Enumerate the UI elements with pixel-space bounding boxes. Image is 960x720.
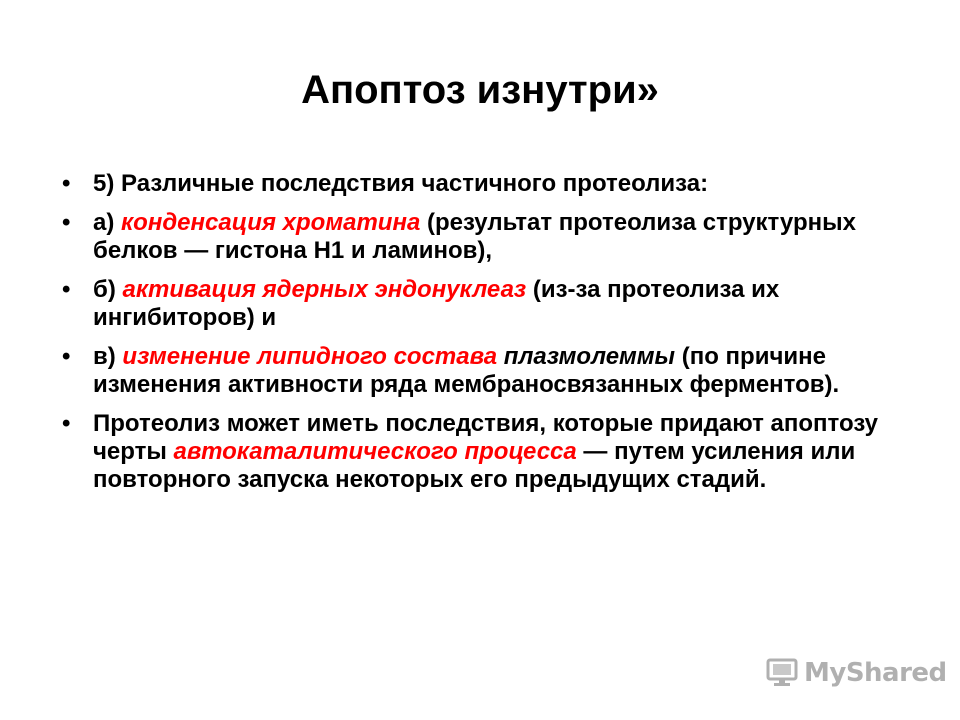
bullet-list: [62, 170, 922, 505]
bullet-marker: •: [62, 170, 71, 197]
bullet-text: в): [93, 343, 123, 370]
bullet-marker: •: [62, 410, 71, 437]
bullet-item-5: [62, 410, 922, 494]
bullet-item-1: [62, 170, 922, 198]
bullet-item-4: [62, 343, 922, 399]
highlight-term: конденсация хроматина: [121, 209, 421, 236]
bullet-marker: •: [62, 276, 71, 303]
bullet-text: Протеолиз может иметь последствия, которые придают апоптозу черты: [93, 410, 879, 465]
slide-title: Апоптоз изнутри»: [301, 68, 659, 112]
monitor-icon: [766, 658, 798, 688]
bullet-text: (результат протеолиза структурных белков — гистона Н1 и ламинов),: [93, 209, 856, 264]
bullet-text: 5) Различные последствия частичного протеолиза:: [93, 170, 709, 197]
highlight-term: изменение липидного состава: [122, 343, 498, 370]
italic-term: плазмолеммы: [497, 343, 676, 370]
watermark-logo: [766, 655, 947, 691]
bullet-marker: •: [62, 209, 71, 236]
highlight-term: активация ядерных эндонуклеаз: [122, 276, 527, 303]
bullet-item-3: [62, 276, 922, 332]
bullet-item-2: [62, 209, 922, 265]
bullet-text: — путем усиления или повторного запуска некоторых его предыдущих стадий.: [93, 438, 856, 493]
bullet-text: б): [93, 276, 123, 303]
bullet-text: а): [93, 209, 122, 236]
watermark-text: MyShared: [804, 658, 947, 688]
bullet-marker: •: [62, 343, 71, 370]
highlight-term: автокаталитического процесса: [173, 438, 577, 465]
bullet-text: (из-за протеолиза их ингибиторов) и: [93, 276, 780, 331]
bullet-text: (по причине изменения активности ряда мембраносвязанных ферментов).: [93, 343, 840, 398]
